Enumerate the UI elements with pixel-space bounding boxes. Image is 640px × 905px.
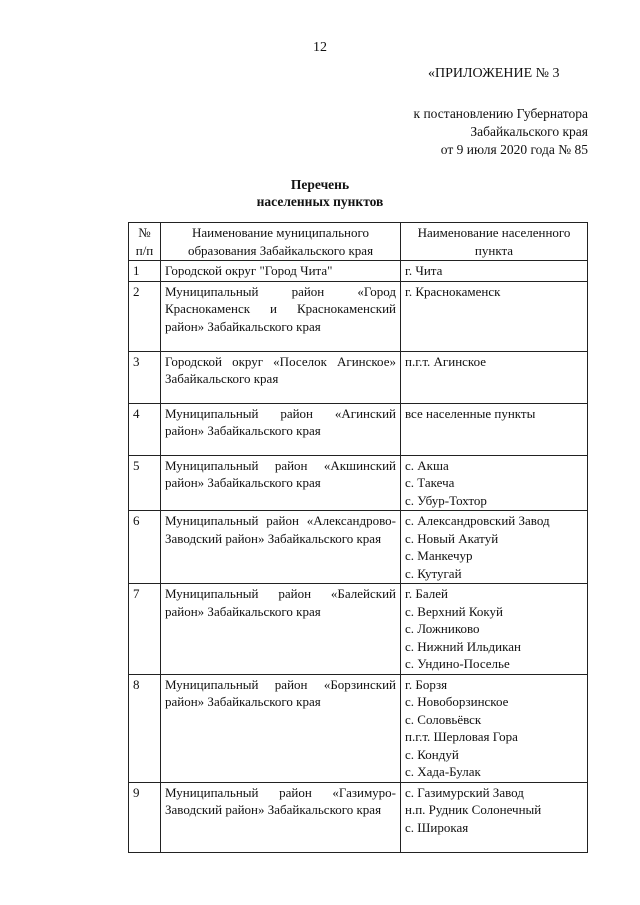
document-title — [0, 176, 640, 210]
settlement-list — [401, 455, 588, 511]
table-row — [129, 403, 588, 455]
settlement-list — [401, 584, 588, 675]
table-row — [129, 455, 588, 511]
table-row — [129, 261, 588, 282]
title-line: Перечень — [290, 177, 350, 192]
row-number: 1 — [129, 261, 161, 282]
settlement-name: п.г.т. Агинское — [405, 353, 487, 369]
settlement-name: с. Газимурский Завод — [405, 784, 524, 800]
municipality-name: Муниципальный район «Газимуро-Заводский район» Забайкальского края — [161, 782, 401, 852]
row-number: 6 — [129, 511, 161, 584]
municipality-name: Муниципальный район «Балейский район» Забайкальского края — [161, 584, 401, 675]
row-number: 5 — [129, 455, 161, 511]
settlement-name: г. Чита — [405, 263, 443, 278]
row-number: 3 — [129, 351, 161, 403]
header-municipality: Наименование муниципального образования Забайкальского края — [161, 223, 401, 261]
settlement-list — [401, 281, 588, 351]
settlement-name: с. Новый Акатуй — [405, 530, 499, 546]
title-line: населенных пунктов — [256, 194, 384, 209]
settlement-name: с. Хада-Булак — [405, 764, 481, 779]
municipality-name: Муниципальный район «Александрово-Заводский район» Забайкальского края — [161, 511, 401, 584]
municipality-name: Муниципальный район «Борзинский район» Забайкальского края — [161, 674, 401, 782]
table-row — [129, 674, 588, 782]
municipality-name: Муниципальный район «Агинский район» Забайкальского края — [161, 403, 401, 455]
decree-line: Забайкальского края — [470, 124, 588, 139]
settlement-name: с. Манкечур — [405, 548, 473, 563]
settlement-list — [401, 511, 588, 584]
table-row — [129, 511, 588, 584]
table-row — [129, 584, 588, 675]
decree-line: от 9 июля 2020 года № 85 — [440, 142, 588, 157]
municipality-name: Городской округ «Поселок Агинское» Забайкальского края — [161, 351, 401, 403]
municipality-name: Городской округ "Город Чита" — [161, 261, 401, 282]
settlement-name: с. Широкая — [405, 819, 469, 835]
municipality-name: Муниципальный район «Акшинский район» Забайкальского края — [161, 455, 401, 511]
decree-line: к постановлению Губернатора — [413, 106, 588, 121]
row-number: 4 — [129, 403, 161, 455]
page-number: 12 — [313, 40, 327, 55]
settlement-name: с. Нижний Ильдикан — [405, 638, 521, 654]
settlement-name: н.п. Рудник Солонечный — [405, 802, 542, 817]
settlement-name: г. Краснокаменск — [405, 283, 501, 299]
settlement-name: с. Соловьёвск — [405, 711, 482, 727]
decree-reference — [414, 105, 588, 159]
settlement-name: с. Ундино-Поселье — [405, 656, 510, 671]
header-number: № п/п — [129, 223, 161, 261]
settlement-name: с. Такеча — [405, 475, 455, 490]
settlement-name: с. Кондуй — [405, 746, 459, 762]
row-number: 2 — [129, 281, 161, 351]
header-settlement: Наименование населенного пункта — [401, 223, 588, 261]
appendix-title: «ПРИЛОЖЕНИЕ № 3 — [428, 66, 560, 81]
settlement-name: с. Новоборзинское — [405, 694, 509, 709]
table-row — [129, 782, 588, 852]
settlement-name: с. Ложниково — [405, 621, 480, 636]
settlement-name: г. Борзя — [405, 676, 448, 692]
settlement-name: с. Кутугай — [405, 565, 462, 581]
table-row — [129, 281, 588, 351]
settlement-list — [401, 403, 588, 455]
settlement-name: п.г.т. Шерловая Гора — [405, 729, 518, 744]
settlement-name: все населенные пункты — [405, 405, 536, 421]
settlement-list — [401, 674, 588, 782]
row-number: 9 — [129, 782, 161, 852]
row-number: 8 — [129, 674, 161, 782]
settlement-list — [401, 351, 588, 403]
municipality-name: Муниципальный район «Город Краснокаменск и Краснокаменский район» Забайкальского края — [161, 281, 401, 351]
settlement-name: с. Верхний Кокуй — [405, 603, 503, 619]
settlement-name: с. Александровский Завод — [405, 513, 550, 528]
settlement-name: с. Убур-Тохтор — [405, 492, 487, 508]
table-row — [129, 351, 588, 403]
settlements-table — [128, 222, 588, 853]
table-header-row — [129, 223, 588, 261]
settlement-name: г. Балей — [405, 586, 448, 601]
row-number: 7 — [129, 584, 161, 675]
settlement-list — [401, 782, 588, 852]
settlement-name: с. Акша — [405, 457, 449, 473]
settlement-list — [401, 261, 588, 282]
